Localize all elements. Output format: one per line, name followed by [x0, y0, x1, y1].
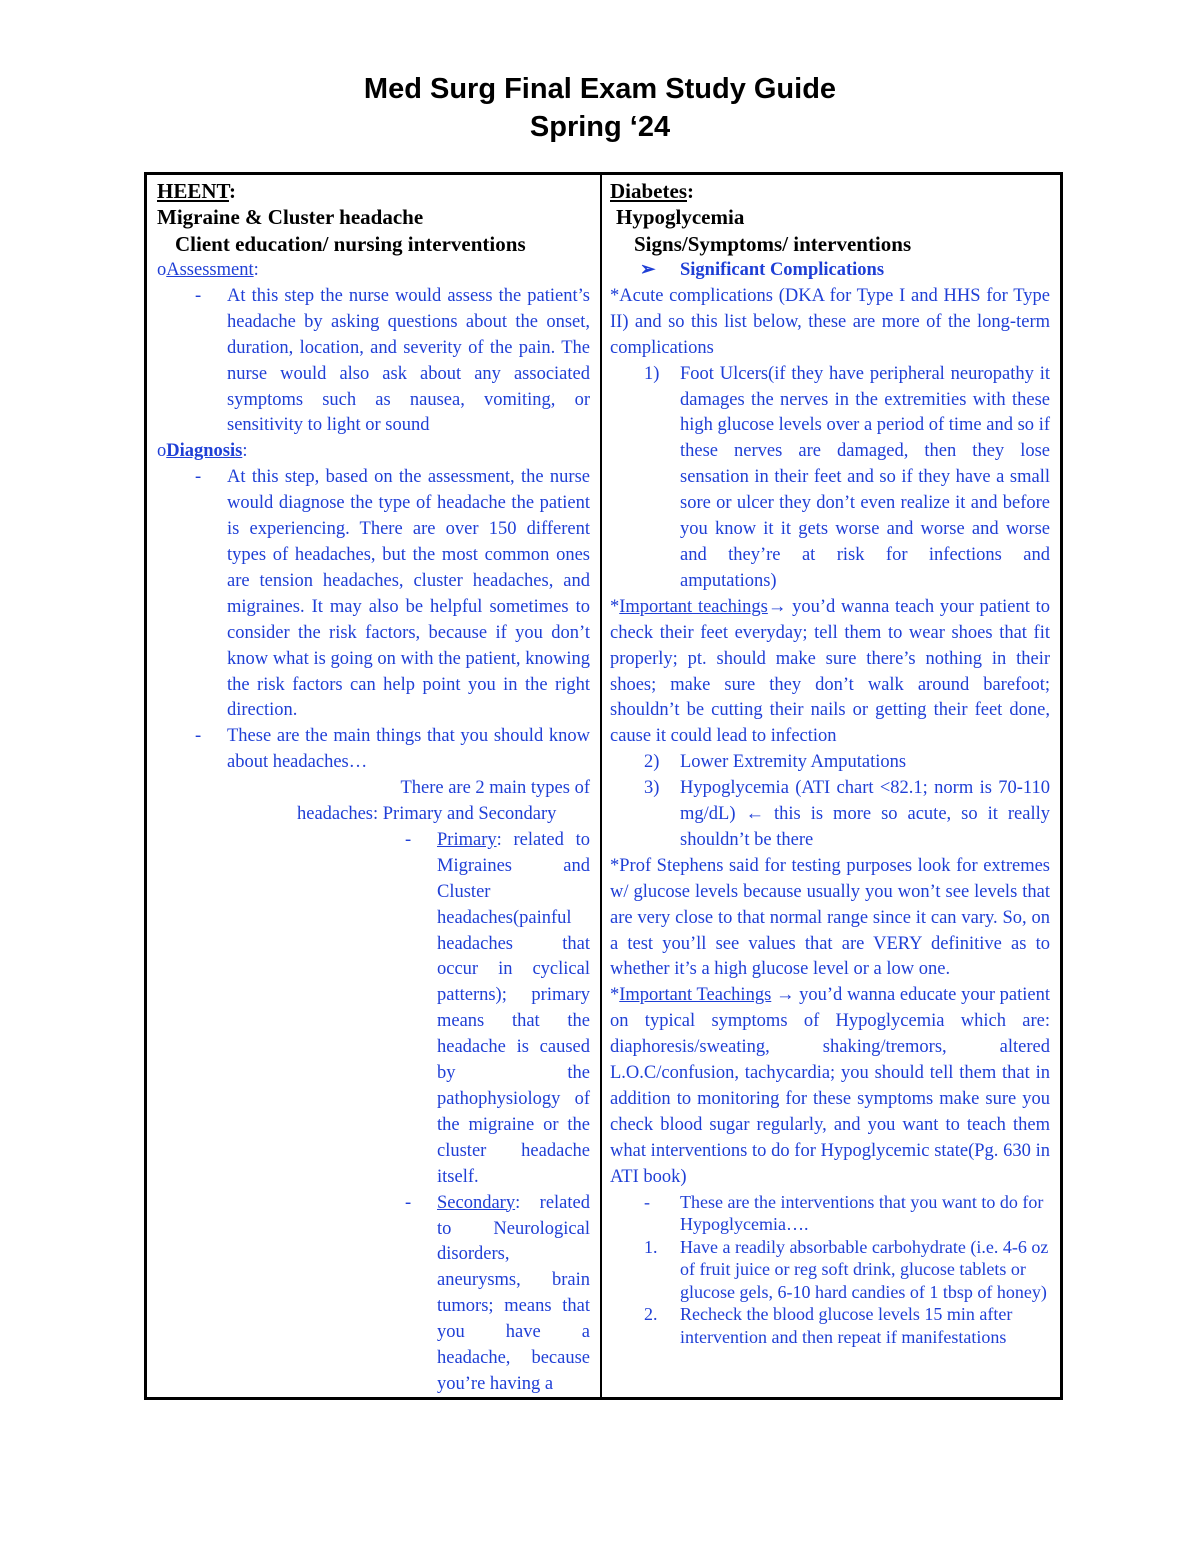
diagnosis-text: At this step, based on the assessment, the nurse would diagnose the type of headache the patient is experiencing. There are over 150 different types of headaches, but the most common ones are tension headaches, cluster headaches, and migraines. It may also be helpful sometimes to consider the risk factors, because if you don’t know what is going on with the patient, knowing the risk factors can help point you in the right direction. — [227, 467, 590, 721]
important-teachings-label: Important teachings — [619, 596, 768, 617]
title-line-2: Spring ‘24 — [529, 111, 671, 143]
numbered-item-3 — [610, 776, 1050, 854]
step-number: 1. — [644, 1236, 658, 1257]
numbered-item-2 — [610, 750, 1050, 776]
important-teachings-text: → you’d wanna teach your patient to check their feet everyday; tell them to wear shoes that fit properly; pt. should make sure there’s nothing in their shoes; make sure they don’t walk around barefoot; shouldn’t be cutting their nails or getting their feet done, cause it could lead to infection — [610, 596, 1050, 747]
arrowhead-bullet-icon: ➢ — [640, 260, 656, 280]
diagnosis-heading: oDiagnosis: — [157, 441, 248, 462]
item-number: 1) — [644, 363, 660, 384]
significant-complications-heading — [610, 258, 1050, 284]
important-teachings-label: Important Teachings — [619, 985, 772, 1006]
main-things-text: These are the main things that you should know about headaches… — [227, 726, 590, 773]
topic-heading-migraine: Migraine & Cluster headache — [157, 205, 424, 229]
diagnosis-bullet — [157, 465, 590, 724]
study-guide-table — [144, 172, 1063, 1400]
important-teachings-text: → you’d wanna educate your patient on typical symptoms of Hypoglycemia which are: diaphoresis/sweating, shaking/tremors, altered L.O.C/confusion, tachycardia; you should tell them that in addition to monitoring for these symptoms make sure you check blood sugar regularly, and you want to teach them what interventions to do for Hypoglycemic state(Pg. 630 in ATI book) — [610, 985, 1050, 1187]
diabetes-column — [602, 175, 1060, 1397]
hypoglycemia-chart-text: Hypoglycemia (ATI chart <82.1; norm is 70-110 mg/dL) ← this is more so acute, so it really shouldn’t be there — [680, 778, 1050, 850]
acute-complications-text: *Acute complications (DKA for Type I and HHS for Type II) and so this list below, these are more of the long-term complications — [610, 285, 1050, 358]
types-line-2: headaches: Primary and Secondary — [297, 804, 557, 825]
primary-text: : related to Migraines and Cluster headaches(painful headaches that occur in cyclical patterns); primary means that the headache is caused by the pathophysiology of the migraine or the cluster headache itself. — [437, 829, 590, 1187]
topic-heading-hypoglycemia: Hypoglycemia — [616, 205, 745, 229]
dash-marker: - — [405, 829, 412, 850]
interventions-intro-text: These are the interventions that you want to do for Hypoglycemia…. — [680, 1191, 1044, 1235]
dash-marker: - — [195, 467, 202, 488]
interventions-intro-bullet — [610, 1191, 1050, 1236]
title-line-1: Med Surg Final Exam Study Guide — [363, 73, 837, 105]
section-heading-diabetes: Diabetes: — [610, 179, 694, 203]
document-title — [0, 70, 1200, 146]
types-line-1: There are 2 main types of — [400, 778, 590, 799]
amputations-text: Lower Extremity Amputations — [680, 752, 907, 773]
heent-column — [147, 175, 602, 1397]
assessment-bullet — [157, 284, 590, 439]
section-heading-heent: HEENT: — [157, 179, 236, 203]
step-1-text: Have a readily absorbable carbohydrate (i.e. 4-6 oz of fruit juice or reg soft drink, glucose tablets or glucose gels, 6-10 hard candies of 1 tbsp of honey) — [680, 1236, 1049, 1302]
intervention-step-1 — [610, 1236, 1050, 1304]
significant-complications-label: Significant Complications — [680, 260, 885, 280]
secondary-text: : related to Neurological disorders, aneurysms, brain tumors; means that you have a headache, because you’re having a — [437, 1192, 590, 1394]
dash-marker: - — [195, 726, 202, 747]
prof-stephens-note: *Prof Stephens said for testing purposes look for extremes w/ glucose levels because usually you won’t see levels that are very close to that normal range since it can vary. So, on a test you’ll see values that are VERY definitive as to whether it’s a high glucose level or a low one. — [610, 855, 1050, 980]
step-number: 2. — [644, 1304, 658, 1325]
foot-ulcers-text: Foot Ulcers(if they have peripheral neuropathy it damages the nerves in the extremities with these high glucose levels over a period of time and so if these nerves are damaged, then they lose sensation in their feet and so if they have a small sore or ulcer they don’t even realize it and before you know it it gets worse and worse and worse and they’re at risk for infections and amputations) — [680, 363, 1050, 591]
important-teachings-1: *Important teachings→ you’d wanna teach your patient to check their feet everyday; tell them to wear shoes that fit properly; pt. should make sure there’s nothing in their shoes; make sure they don’t walk around barefoot; shouldn’t be cutting their nails or getting their feet done, cause it could lead to infection — [610, 596, 1050, 747]
item-number: 3) — [644, 778, 660, 799]
important-teachings-2: *Important Teachings → you’d wanna educate your patient on typical symptoms of Hypoglycemia which are: diaphoresis/sweating, shaking/tremors, altered L.O.C/confusion, tachycardia; you should tell them that in addition to monitoring for these symptoms make sure you check blood sugar regularly, and you want to teach them what interventions to do for Hypoglycemic state(Pg. 630 in ATI book) — [610, 985, 1050, 1187]
primary-label: Primary — [437, 829, 497, 850]
assessment-heading: oAssessment: — [157, 260, 259, 280]
subtopic-heading-signs-symptoms: Signs/Symptoms/ interventions — [634, 232, 912, 256]
step-2-text: Recheck the blood glucose levels 15 min after intervention and then repeat if manifestations — [680, 1304, 1013, 1347]
subtopic-heading-client-education: Client education/ nursing interventions — [175, 232, 526, 256]
dash-marker: - — [644, 1191, 650, 1212]
dash-marker: - — [195, 285, 202, 306]
numbered-item-1 — [610, 362, 1050, 595]
assessment-text: At this step the nurse would assess the patient’s headache by asking questions about the onset, duration, location, and severity of the pain. The nurse would also ask about any associated symptoms such as nausea, vomiting, or sensitivity to light or sound — [227, 285, 590, 436]
intervention-step-2 — [610, 1303, 1050, 1348]
secondary-bullet — [157, 1191, 590, 1397]
main-things-bullet — [157, 724, 590, 776]
dash-marker: - — [405, 1192, 412, 1213]
primary-bullet — [157, 828, 590, 1191]
secondary-label: Secondary — [437, 1192, 516, 1213]
item-number: 2) — [644, 752, 660, 773]
